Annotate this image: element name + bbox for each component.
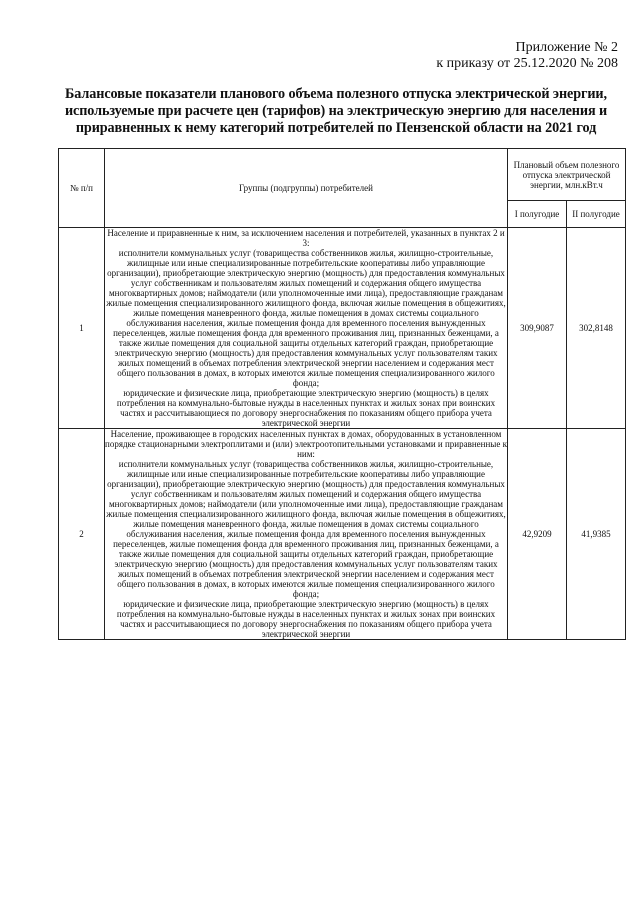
value-half-1: 309,9087 bbox=[508, 228, 567, 429]
value-half-2: 302,8148 bbox=[567, 228, 626, 429]
header-half-2: II полугодие bbox=[567, 201, 626, 228]
group-description bbox=[105, 228, 508, 429]
header-volume: Плановый объем полезного отпуска электрической энергии, млн.кВт.ч bbox=[508, 149, 626, 201]
appendix-reference bbox=[318, 40, 618, 72]
appendix-number: Приложение № 2 bbox=[515, 40, 618, 55]
group-paragraph: Население, проживающее в городских населенных пунктах в домах, оборудованных в установленном порядке стационарными электроплитами и (или) электроотопительными установками и приравненные к ним: bbox=[105, 429, 507, 459]
group-description bbox=[105, 429, 508, 640]
document-title: Балансовые показатели планового объема полезного отпуска электрической энергии, используемые при расчете цен (тарифов) на электрическую энергию для населения и приравненных к нему категорий потребителей по Пензенской области на 2021 год bbox=[64, 86, 608, 136]
group-paragraph: исполнители коммунальных услуг (товарищества собственников жилья, жилищно-строительные, жилищные или иные специализированные потребительские кооперативы либо управляющие организации), приобретающие электрическую энергию (мощность) для предоставления коммунальных услуг собственникам и пользователям жилых помещений и содержания общего имущества многоквартирных домов; наймодатели (или уполномоченные ими лица), предоставляющие гражданам жилые помещения специализированного жилищного фонда, включая жилые помещения в общежитиях, жилые помещения маневренного фонда, жилые помещения в домах системы социального обслуживания населения, жилые помещения фонда для временного поселения вынужденных переселенцев, жилые помещения фонда для временного проживания лиц, признанных беженцами, а также жилые помещения для социальной защиты отдельных категорий граждан, приобретающие электрическую энергию (мощность) для предоставления коммунальных услуг пользователям таких жилых помещений в объемах потребления электрической энергии населением и содержания мест общего пользования в домах, в которых имеются жилые помещения специализированного жилого фонда; bbox=[106, 248, 506, 388]
row-number: 2 bbox=[59, 429, 105, 640]
group-paragraph: юридические и физические лица, приобретающие электрическую энергию (мощность) в целях потребления на коммунально-бытовые нужды в населенных пунктах и жилых зонах при воинских частях и рассчитывающиеся по договору энергоснабжения по показаниям общего прибора учета электрической энергии bbox=[116, 388, 496, 428]
table-row bbox=[59, 429, 626, 640]
value-half-2: 41,9385 bbox=[567, 429, 626, 640]
table-row bbox=[59, 228, 626, 429]
group-paragraph: Население и приравненные к ним, за исключением населения и потребителей, указанных в пунктах 2 и 3: bbox=[107, 228, 505, 248]
order-reference: к приказу от 25.12.2020 № 208 bbox=[436, 56, 618, 71]
row-number: 1 bbox=[59, 228, 105, 429]
balance-table bbox=[58, 148, 626, 640]
header-half-1: I полугодие bbox=[508, 201, 567, 228]
header-number: № п/п bbox=[59, 149, 105, 228]
group-paragraph: юридические и физические лица, приобретающие электрическую энергию (мощность) в целях потребления на коммунально-бытовые нужды в населенных пунктах и жилых зонах при воинских частях и рассчитывающиеся по договору энергоснабжения по показаниям общего прибора учета электрической энергии bbox=[116, 599, 496, 639]
header-groups: Группы (подгруппы) потребителей bbox=[105, 149, 508, 228]
value-half-1: 42,9209 bbox=[508, 429, 567, 640]
group-paragraph: исполнители коммунальных услуг (товарищества собственников жилья, жилищно-строительные, жилищные или иные специализированные потребительские кооперативы либо управляющие организации), приобретающие электрическую энергию (мощность) для предоставления коммунальных услуг собственникам и пользователям жилых помещений и содержания общего имущества многоквартирных домов; наймодатели (или уполномоченные ими лица), предоставляющие гражданам жилые помещения специализированного жилищного фонда, включая жилые помещения в общежитиях, жилые помещения маневренного фонда, жилые помещения в домах системы социального обслуживания населения, жилые помещения фонда для временного поселения вынужденных переселенцев, жилые помещения фонда для временного проживания лиц, признанных беженцами, а также жилые помещения для социальной защиты отдельных категорий граждан, приобретающие электрическую энергию (мощность) для предоставления коммунальных услуг пользователям таких жилых помещений в объемах потребления электрической энергии населением и содержания мест общего пользования в домах, в которых имеются жилые помещения специализированного жилого фонда; bbox=[106, 459, 506, 599]
header-row bbox=[59, 149, 626, 201]
